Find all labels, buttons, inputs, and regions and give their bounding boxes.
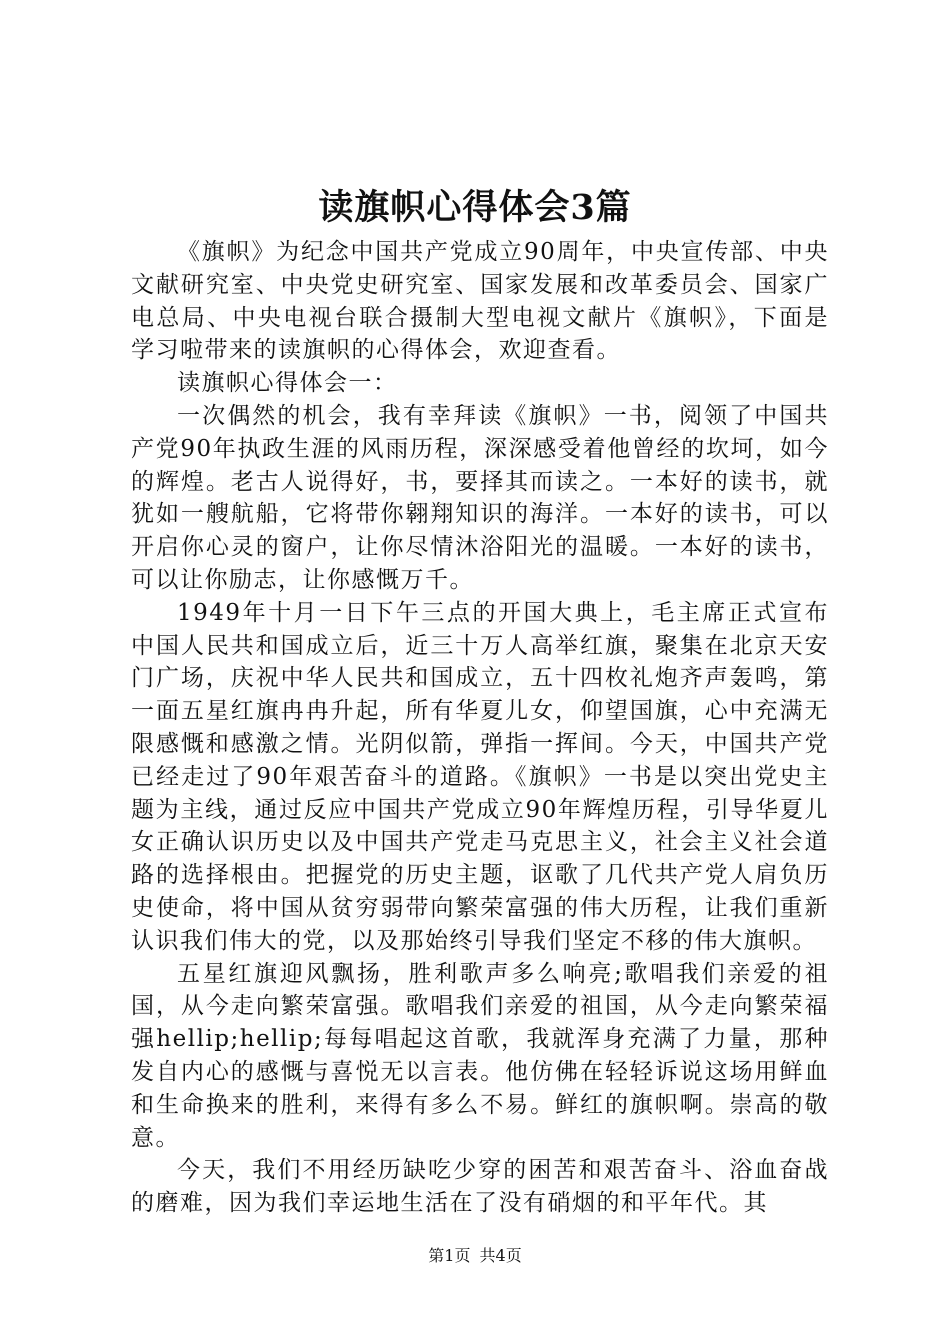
paragraph: 一次偶然的机会，我有幸拜读《旗帜》一书，阅领了中国共产党90年执政生涯的风雨历程，深深感受着他曾经的坎坷，如今的辉煌。老古人说得好，书，要择其而读之。一本好的读书，就犹如一艘航船，它将带你翱翔知识的海洋。一本好的读书，可以开启你心灵的窗户，让你尽情沐浴阳光的温暖。一本好的读书，可以让你励志，让你感慨万千。 — [131, 402, 829, 593]
paragraph: 读旗帜心得体会一： — [177, 370, 398, 397]
page-footer — [0, 1244, 950, 1268]
page-number: 第1页 — [428, 1246, 471, 1265]
paragraph: 五星红旗迎风飘扬，胜利歌声多么响亮;歌唱我们亲爱的祖国，从今走向繁荣富强。歌唱我们亲爱的祖国，从今走向繁荣福强hellip;hellip;每每唱起这首歌，我就浑身充满了力量，那种发自内心的感慨与喜悦无以言表。他仿佛在轻轻诉说这场用鲜血和生命换来的胜利，来得有多么不易。鲜红的旗帜啊。崇高的敬意。 — [131, 960, 829, 1151]
paragraph: 《旗帜》为纪念中国共产党成立90周年，中央宣传部、中央文献研究室、中央党史研究室、国家发展和改革委员会、国家广电总局、中央电视台联合摄制大型电视文献片《旗帜》，下面是学习啦带来的读旗帜的心得体会，欢迎查看。 — [131, 239, 829, 364]
document-body — [131, 236, 829, 1220]
page-total: 共4页 — [479, 1246, 522, 1265]
document-title: 读旗帜心得体会3篇 — [318, 187, 632, 228]
paragraph: 今天，我们不用经历缺吃少穿的困苦和艰苦奋斗、浴血奋战的磨难，因为我们幸运地生活在了没有硝烟的和平年代。其 — [131, 1157, 829, 1217]
paragraph: 1949年十月一日下午三点的开国大典上，毛主席正式宣布中国人民共和国成立后，近三十万人高举红旗，聚集在北京天安门广场，庆祝中华人民共和国成立，五十四枚礼炮齐声轰鸣，第一面五星红旗冉冉升起，所有华夏儿女，仰望国旗，心中充满无限感慨和感激之情。光阴似箭，弹指一挥间。今天，中国共产党已经走过了90年艰苦奋斗的道路。《旗帜》一书是以突出党史主题为主线，通过反应中国共产党成立90年辉煌历程，引导华夏儿女正确认识历史以及中国共产党走马克思主义，社会主义社会道路的选择根由。把握党的历史主题，讴歌了几代共产党人肩负历史使命，将中国从贫穷弱带向繁荣富强的伟大历程，让我们重新认识我们伟大的党，以及那始终引导我们坚定不移的伟大旗帜。 — [131, 599, 829, 954]
